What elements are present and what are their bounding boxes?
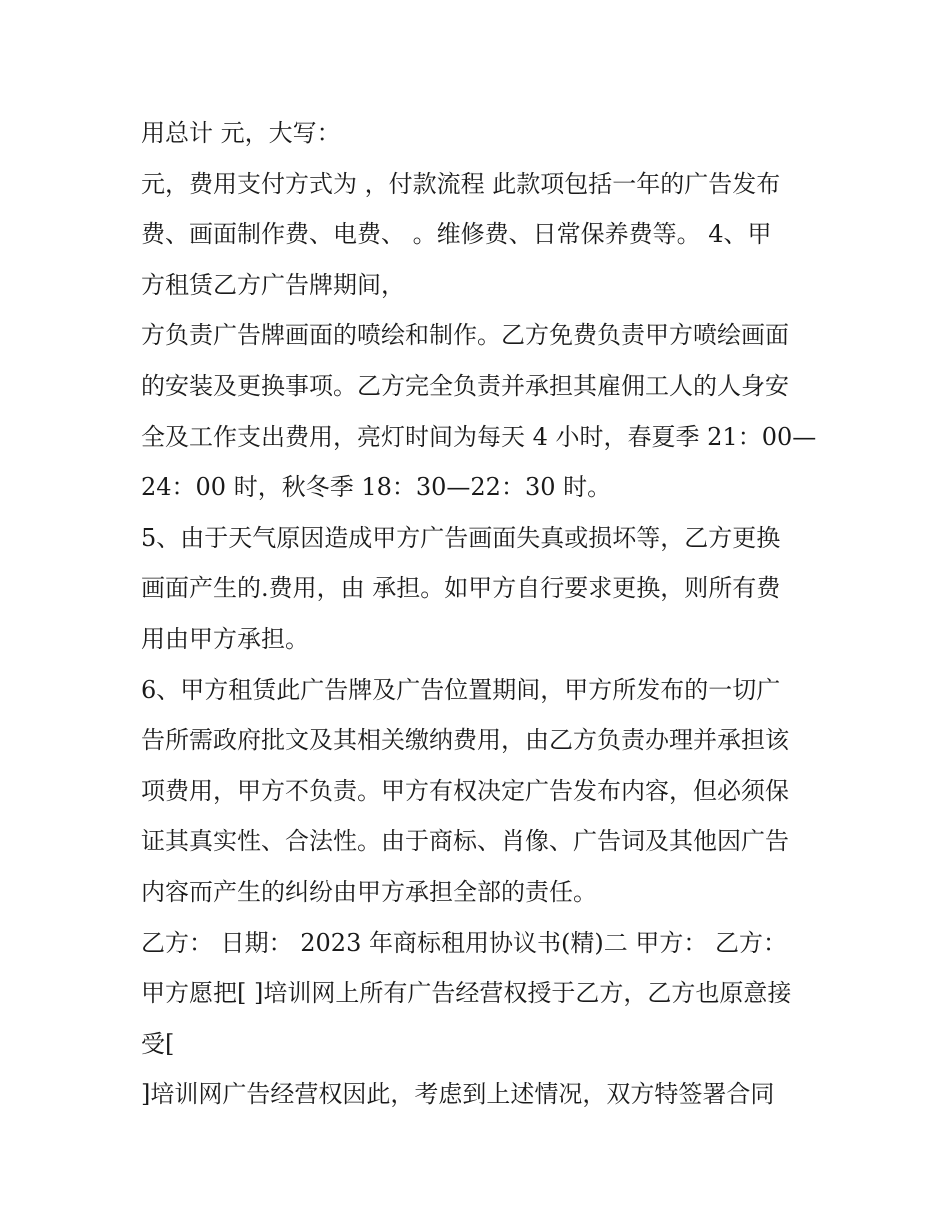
text-line: 项费用，甲方不负责。甲方有权决定广告发布内容，但必须保 [141,776,789,805]
text-line: 6、甲方租赁此广告牌及广告位置期间，甲方所发布的一切广 [141,675,781,704]
text-line: 方租赁乙方广告牌期间， [141,270,405,299]
text-line: 证其真实性、合法性。由于商标、肖像、广告词及其他因广告 [141,827,789,856]
text-line: 告所需政府批文及其相关缴纳费用，由乙方负责办理并承担该 [141,726,789,755]
text-line: 用总计 元，大写： [141,119,341,147]
text-line: 方负责广告牌画面的喷绘和制作。乙方免费负责甲方喷绘画面 [141,321,789,350]
text-line: 画面产生的.费用，由 承担。如甲方自行要求更换，则所有费 [141,574,781,603]
text-line: 用由甲方承担。 [141,624,309,653]
text-line: ]培训网广告经营权因此，考虑到上述情况，双方特签署合同 [141,1080,775,1109]
text-line: 5、由于天气原因造成甲方广告画面失真或损坏等，乙方更换 [141,523,781,552]
text-line: 元，费用支付方式为 ，付款流程 此款项包括一年的广告发布 [141,169,781,198]
text-line: 内容而产生的纠纷由甲方承担全部的责任。 [141,877,597,906]
text-line: 的安装及更换事项。乙方完全负责并承担其雇佣工人的人身安 [141,371,789,400]
text-line: 受[ [141,1029,175,1058]
document-body [141,108,821,1120]
text-line: 甲方愿把[ ]培训网上所有广告经营权授于乙方，乙方也原意接 [141,979,792,1008]
text-line: 全及工作支出费用，亮灯时间为每天 4 小时，春夏季 21：00— [141,422,817,451]
text-line: 24：00 时，秋冬季 18：30—22：30 时。 [141,473,612,502]
text-line: 乙方： 日期： 2023 年商标租用协议书(精)二 甲方： 乙方： [141,928,787,957]
text-line: 费、画面制作费、电费、 。维修费、日常保养费等。 4、甲 [141,220,772,249]
